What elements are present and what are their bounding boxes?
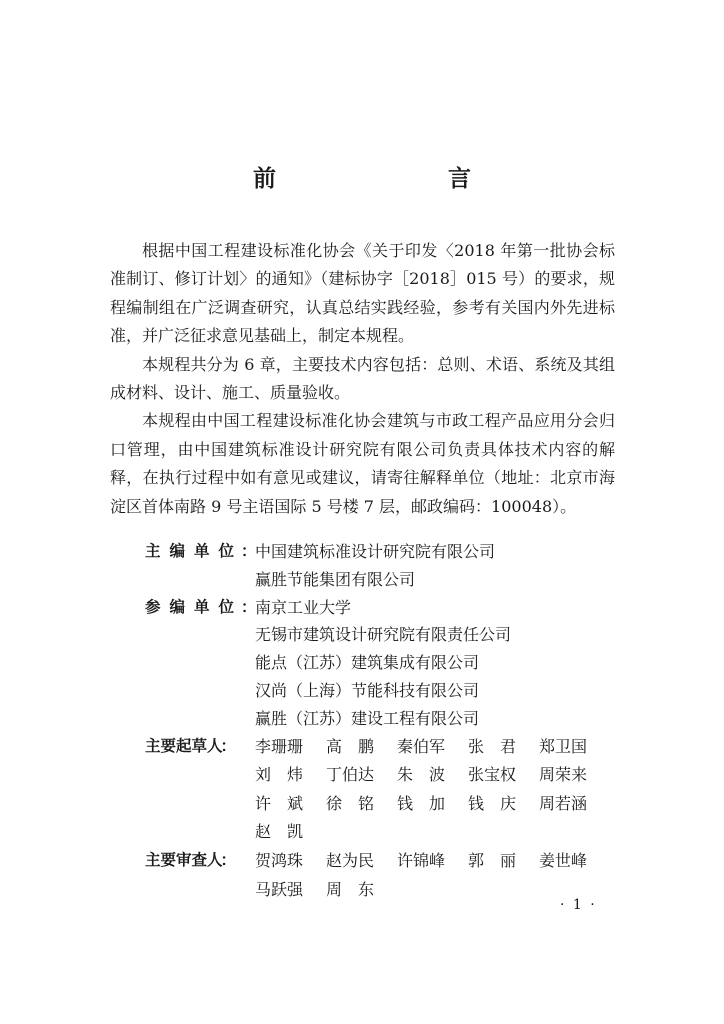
person-name: 高 鹏 bbox=[326, 736, 375, 756]
chief-editor-label: 主编单位 bbox=[145, 542, 244, 560]
unit-name: 无锡市建筑设计研究院有限责任公司 bbox=[255, 625, 512, 645]
person-name: 钱 庆 bbox=[468, 793, 517, 813]
participating-editor-units bbox=[110, 594, 615, 733]
person-name: 姜世峰 bbox=[539, 850, 588, 870]
person-name: 郭 丽 bbox=[468, 850, 517, 870]
person-name: 钱 加 bbox=[397, 793, 446, 813]
contributors-section bbox=[110, 538, 615, 904]
person-name: 赵 凯 bbox=[255, 822, 304, 842]
page-number: · 1 · bbox=[560, 897, 597, 913]
unit-name: 汉尚（上海）节能科技有限公司 bbox=[255, 680, 480, 700]
paragraph-basis: 根据中国工程建设标准化协会《关于印发〈2018 年第一批协会标准制订、修订计划〉的通知》（建标协字［2018］015 号）的要求，规程编制组在广泛调查研究，认真总结实践经验，参考有关国内外先进标准，并广泛征求意见基础上，制定本规程。 bbox=[110, 241, 615, 346]
label-colon: ： bbox=[241, 597, 257, 616]
person-name: 马跃强 bbox=[255, 879, 304, 899]
main-drafters bbox=[110, 733, 615, 847]
main-reviewers bbox=[110, 847, 615, 904]
label-colon: ： bbox=[220, 736, 237, 755]
unit-name: 能点（江苏）建筑集成有限公司 bbox=[255, 653, 480, 673]
reviewers-label: 主要审查人 bbox=[145, 850, 223, 869]
label-colon: ： bbox=[220, 850, 237, 869]
unit-name: 赢胜节能集团有限公司 bbox=[255, 569, 416, 589]
person-name: 张 君 bbox=[468, 736, 517, 756]
paragraph-administration: 本规程由中国工程建设标准化协会建筑与市政工程产品应用分会归口管理，由中国建筑标准设计研究院有限公司负责具体技术内容的解释，在执行过程中如有意见或建议，请寄往解释单位（地址：北京市海淀区首体南路 9 号主语国际 5 号楼 7 层，邮政编码：100048）。 bbox=[110, 411, 615, 516]
unit-name: 赢胜（江苏）建设工程有限公司 bbox=[255, 708, 480, 728]
drafters-label: 主要起草人 bbox=[145, 736, 223, 755]
person-name: 张宝权 bbox=[468, 765, 517, 785]
person-name: 周若涵 bbox=[539, 793, 588, 813]
person-name: 周荣来 bbox=[539, 765, 588, 785]
person-name: 刘 炜 bbox=[255, 765, 304, 785]
person-name: 贺鸿珠 bbox=[255, 850, 304, 870]
person-name: 周 东 bbox=[326, 879, 375, 899]
unit-name: 南京工业大学 bbox=[255, 597, 352, 617]
person-name: 秦伯军 bbox=[397, 736, 446, 756]
person-name: 赵为民 bbox=[326, 850, 375, 870]
person-name: 许锦峰 bbox=[397, 850, 446, 870]
person-name: 朱 波 bbox=[397, 765, 446, 785]
chief-editor-units bbox=[110, 538, 615, 594]
participating-editor-label: 参编单位 bbox=[145, 597, 244, 616]
person-name: 丁伯达 bbox=[326, 765, 375, 785]
unit-name: 中国建筑标准设计研究院有限公司 bbox=[255, 542, 496, 561]
person-name: 李珊珊 bbox=[255, 736, 304, 756]
person-name: 许 斌 bbox=[255, 793, 304, 813]
page-title: 前 言 bbox=[253, 166, 513, 192]
paragraph-contents: 本规程共分为 6 章，主要技术内容包括：总则、术语、系统及其组成材料、设计、施工、质量验收。 bbox=[110, 354, 615, 403]
preface-body bbox=[110, 237, 615, 521]
person-name: 郑卫国 bbox=[539, 736, 588, 756]
person-name: 徐 铭 bbox=[326, 793, 375, 813]
label-colon: ： bbox=[241, 542, 257, 560]
